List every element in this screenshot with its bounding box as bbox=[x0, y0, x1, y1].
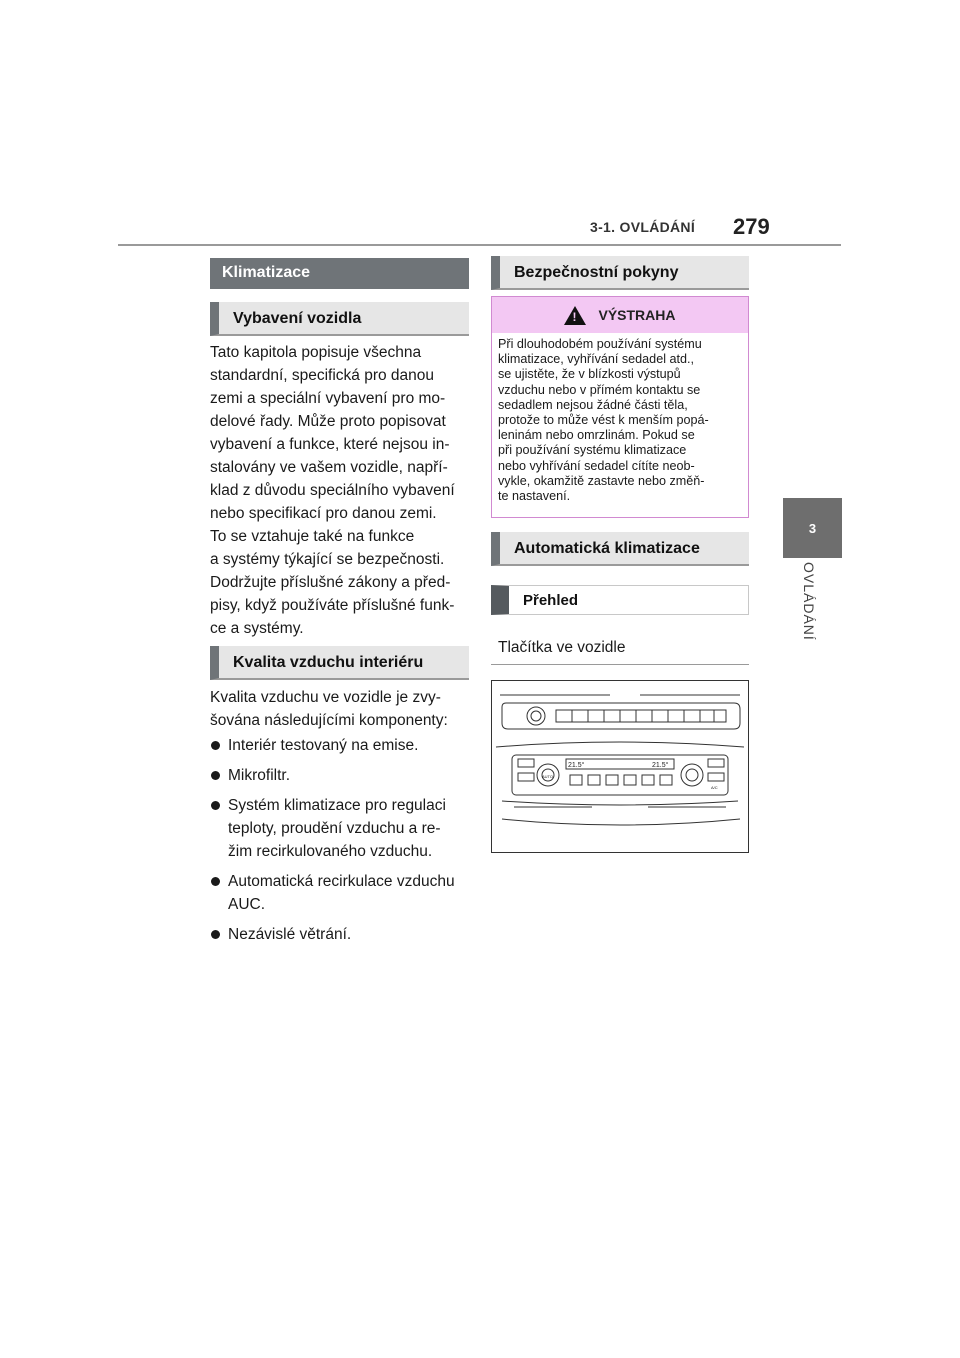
text-line: se ujistěte, že v blízkosti výstupů bbox=[498, 367, 681, 382]
section-heading-safety: Bezpečnostní pokyny bbox=[491, 256, 749, 290]
list-item: Interiér testovaný na emise. bbox=[210, 734, 470, 757]
auto-label: AUTO bbox=[542, 774, 554, 779]
header-divider bbox=[118, 244, 841, 246]
buttons-caption: Tlačítka ve vozidle bbox=[498, 639, 626, 656]
text-line: klad z důvodu speciálního vybavení bbox=[210, 482, 455, 499]
climate-panel-drawing bbox=[492, 681, 748, 852]
section-heading-auto-climate: Automatická klimatizace bbox=[491, 532, 749, 566]
warning-title: VÝSTRAHA bbox=[598, 307, 676, 323]
ac-label: A/C bbox=[711, 785, 718, 790]
temp-left-label: 21.5° bbox=[568, 762, 585, 769]
list-item: Systém klimatizace pro regulaci teploty, proudění vzduchu a re- žim recirkulovaného vzduchu. bbox=[210, 794, 470, 863]
text-line: Kvalita vzduchu ve vozidle je zvy- bbox=[210, 689, 441, 706]
section-heading-air-quality: Kvalita vzduchu interiéru bbox=[210, 646, 469, 680]
text-line: klimatizace, vyhřívání sedadel atd., bbox=[498, 352, 694, 367]
text-line: te nastavení. bbox=[498, 489, 571, 504]
warning-header bbox=[492, 297, 748, 333]
warning-triangle-icon bbox=[564, 306, 586, 325]
caption-divider bbox=[491, 664, 749, 665]
page-number: 279 bbox=[733, 214, 770, 239]
air-quality-list bbox=[210, 734, 470, 953]
text-line: vykle, okamžitě zastavte nebo změň- bbox=[498, 473, 705, 488]
text-line: nebo vyhřívání sedadel cítíte neob- bbox=[498, 458, 695, 473]
text-line: leninám nebo omrzlinám. Pokud se bbox=[498, 428, 695, 443]
list-item: Automatická recirkulace vzduchu AUC. bbox=[210, 870, 470, 916]
text-line: protože to může vést k menším popá- bbox=[498, 413, 709, 428]
text-line: stalovány ve vašem vozidle, napří- bbox=[210, 459, 448, 476]
climate-panel-illustration bbox=[491, 680, 749, 853]
text-line: šována následujícími komponenty: bbox=[210, 712, 448, 729]
temp-right-label: 21.5° bbox=[652, 762, 669, 769]
text-line: Tato kapitola popisuje všechna bbox=[210, 344, 422, 361]
section-header: 3-1. OVLÁDÁNÍ bbox=[590, 219, 696, 235]
warning-text bbox=[492, 333, 748, 508]
text-line: a systémy týkající se bezpečnosti. bbox=[210, 551, 445, 568]
text-line: Dodržujte příslušné zákony a před- bbox=[210, 574, 451, 591]
chapter-label-text: OVLÁDÁNÍ bbox=[801, 562, 817, 641]
text-line: vybavení a funkce, které nejsou in- bbox=[210, 436, 450, 453]
text-line: vzduchu nebo v přímém kontaktu se bbox=[498, 382, 701, 397]
air-quality-intro bbox=[210, 686, 470, 732]
text-line: pisy, když používáte příslušné funk- bbox=[210, 597, 455, 614]
text-line: sedadlem nejsou žádné části těla, bbox=[498, 397, 688, 412]
text-line: ce a systémy. bbox=[210, 620, 304, 637]
main-title: Klimatizace bbox=[210, 258, 469, 289]
list-item: Nezávislé větrání. bbox=[210, 923, 470, 946]
subheading-overview: Přehled bbox=[491, 585, 749, 615]
chapter-tab: 3 bbox=[783, 498, 842, 558]
text-line: při používání systému klimatizace bbox=[498, 443, 687, 458]
text-line: zemi a speciální vybavení pro mo- bbox=[210, 390, 446, 407]
text-line: delové řady. Může proto popisovat bbox=[210, 413, 446, 430]
warning-box bbox=[491, 296, 749, 518]
section-heading-equipment: Vybavení vozidla bbox=[210, 302, 469, 336]
chapter-label bbox=[781, 562, 841, 652]
text-line: To se vztahuje také na funkce bbox=[210, 528, 415, 545]
text-line: Při dlouhodobém používání systému bbox=[498, 337, 702, 351]
equipment-paragraph bbox=[210, 341, 470, 640]
text-line: nebo specifikací pro danou zemi. bbox=[210, 505, 437, 522]
text-line: standardní, specifická pro danou bbox=[210, 367, 435, 384]
list-item: Mikrofiltr. bbox=[210, 764, 470, 787]
